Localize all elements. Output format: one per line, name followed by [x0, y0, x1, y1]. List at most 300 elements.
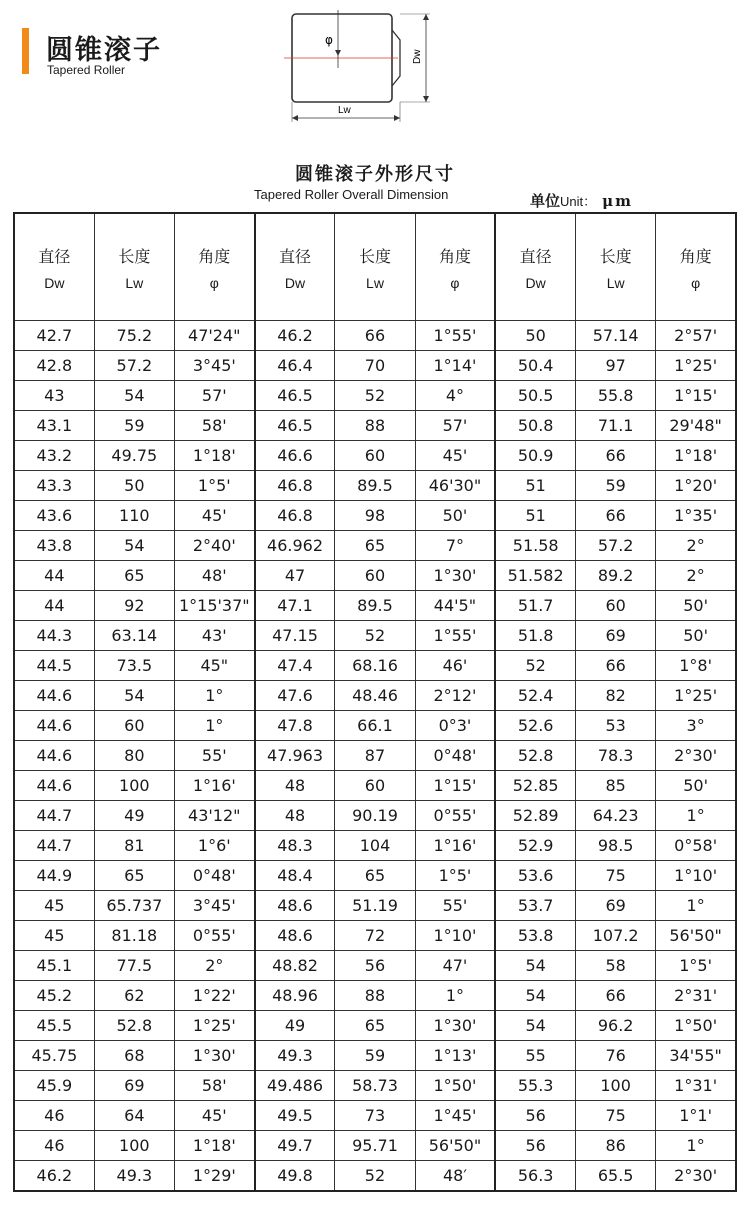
table-row	[14, 891, 736, 921]
table-cell: 47'	[415, 951, 495, 981]
col-header-cn: 直径	[38, 246, 71, 266]
table-cell: 107.2	[576, 921, 656, 951]
table-row	[14, 921, 736, 951]
lw-label: Lw	[338, 105, 351, 116]
table-cell: 45'	[174, 1101, 254, 1131]
table-cell: 1°6'	[174, 831, 254, 861]
phi-label: φ	[325, 33, 333, 47]
table-cell: 1°13'	[415, 1041, 495, 1071]
table-cell: 45'	[415, 441, 495, 471]
table-cell: 1°18'	[174, 441, 254, 471]
col-header-cn: 角度	[679, 246, 712, 266]
table-cell: 45.75	[14, 1041, 94, 1071]
table-cell: 100	[576, 1071, 656, 1101]
table-cell: 43.2	[14, 441, 94, 471]
table-cell: 4°	[415, 381, 495, 411]
table-cell: 56'50"	[415, 1131, 495, 1161]
table-cell: 66	[576, 501, 656, 531]
table-cell: 75.2	[94, 321, 174, 351]
table-cell: 49.3	[255, 1041, 335, 1071]
table-cell: 98.5	[576, 831, 656, 861]
table-cell: 1°30'	[415, 561, 495, 591]
table-cell: 76	[576, 1041, 656, 1071]
table-cell: 44.9	[14, 861, 94, 891]
table-cell: 56.3	[495, 1161, 575, 1192]
table-cell: 1°5'	[656, 951, 736, 981]
table-row	[14, 501, 736, 531]
table-cell: 3°45'	[174, 891, 254, 921]
table-cell: 52.89	[495, 801, 575, 831]
table-cell: 50'	[415, 501, 495, 531]
table-cell: 52.6	[495, 711, 575, 741]
table-cell: 44'5"	[415, 591, 495, 621]
table-cell: 60	[335, 771, 415, 801]
table-cell: 80	[94, 741, 174, 771]
table-cell: 7°	[415, 531, 495, 561]
table-cell: 63.14	[94, 621, 174, 651]
table-cell: 88	[335, 981, 415, 1011]
table-cell: 96.2	[576, 1011, 656, 1041]
table-cell: 1°50'	[415, 1071, 495, 1101]
table-cell: 51	[495, 501, 575, 531]
table-cell: 1°15'37"	[174, 591, 254, 621]
table-cell: 0°48'	[415, 741, 495, 771]
col-header-symbol: Dw	[525, 274, 546, 291]
table-cell: 60	[335, 561, 415, 591]
table-cell: 1°5'	[415, 861, 495, 891]
table-cell: 45.5	[14, 1011, 94, 1041]
table-cell: 90.19	[335, 801, 415, 831]
unit-label	[530, 190, 633, 211]
table-cell: 52	[335, 621, 415, 651]
table-cell: 46.2	[14, 1161, 94, 1192]
table-cell: 87	[335, 741, 415, 771]
table-row	[14, 381, 736, 411]
table-row	[14, 591, 736, 621]
table-cell: 58.73	[335, 1071, 415, 1101]
table-cell: 52	[335, 1161, 415, 1192]
table-cell: 52	[495, 651, 575, 681]
dw-label: Dw	[412, 49, 423, 64]
table-cell: 47.1	[255, 591, 335, 621]
table-cell: 45.9	[14, 1071, 94, 1101]
table-cell: 1°18'	[656, 441, 736, 471]
table-cell: 1°18'	[174, 1131, 254, 1161]
table-cell: 54	[94, 681, 174, 711]
table-cell: 49.486	[255, 1071, 335, 1101]
table-cell: 73	[335, 1101, 415, 1131]
table-cell: 50.5	[495, 381, 575, 411]
table-cell: 56	[335, 951, 415, 981]
table-cell: 86	[576, 1131, 656, 1161]
table-cell: 46.962	[255, 531, 335, 561]
table-row	[14, 771, 736, 801]
table-row	[14, 411, 736, 441]
table-row	[14, 1131, 736, 1161]
table-cell: 2°57'	[656, 321, 736, 351]
table-cell: 3°45'	[174, 351, 254, 381]
table-cell: 29'48"	[656, 411, 736, 441]
col-header	[255, 213, 335, 321]
table-cell: 1°16'	[174, 771, 254, 801]
table-cell: 0°55'	[415, 801, 495, 831]
table-cell: 66	[576, 441, 656, 471]
table-cell: 47.8	[255, 711, 335, 741]
brand-title-en: Tapered Roller	[47, 63, 126, 77]
table-cell: 48.82	[255, 951, 335, 981]
table-cell: 52	[335, 381, 415, 411]
table-cell: 48.4	[255, 861, 335, 891]
table-cell: 3°	[656, 711, 736, 741]
col-header-symbol: Lw	[125, 274, 144, 291]
table-cell: 66.1	[335, 711, 415, 741]
table-cell: 65.737	[94, 891, 174, 921]
table-cell: 1°	[174, 711, 254, 741]
table-cell: 2°30'	[656, 741, 736, 771]
table-cell: 2°	[656, 531, 736, 561]
table-cell: 48	[255, 771, 335, 801]
table-cell: 89.5	[335, 591, 415, 621]
table-cell: 57.2	[576, 531, 656, 561]
table-cell: 1°15'	[415, 771, 495, 801]
table-cell: 46	[14, 1131, 94, 1161]
table-cell: 64	[94, 1101, 174, 1131]
table-row	[14, 351, 736, 381]
table-cell: 43	[14, 381, 94, 411]
table-cell: 57.2	[94, 351, 174, 381]
table-cell: 65	[335, 531, 415, 561]
table-row	[14, 471, 736, 501]
table-cell: 50'	[656, 771, 736, 801]
table-cell: 45	[14, 921, 94, 951]
col-header-cn: 长度	[358, 246, 391, 266]
table-cell: 1°5'	[174, 471, 254, 501]
table-cell: 44.6	[14, 741, 94, 771]
table-cell: 100	[94, 771, 174, 801]
table-cell: 57'	[174, 381, 254, 411]
table-cell: 51.7	[495, 591, 575, 621]
table-title-en: Tapered Roller Overall Dimension	[254, 187, 449, 202]
table-cell: 50.8	[495, 411, 575, 441]
table-cell: 56'50"	[656, 921, 736, 951]
table-cell: 65	[94, 861, 174, 891]
col-header-symbol: φ	[691, 274, 701, 291]
table-cell: 49.5	[255, 1101, 335, 1131]
table-cell: 1°1'	[656, 1101, 736, 1131]
table-cell: 54	[495, 951, 575, 981]
table-cell: 100	[94, 1131, 174, 1161]
table-title-cn: 圆锥滚子外形尺寸	[295, 164, 455, 185]
table-cell: 69	[576, 621, 656, 651]
table-cell: 1°	[174, 681, 254, 711]
table-row	[14, 531, 736, 561]
table-cell: 1°29'	[174, 1161, 254, 1192]
table-cell: 44.7	[14, 801, 94, 831]
table-cell: 47.963	[255, 741, 335, 771]
col-header	[576, 213, 656, 321]
table-cell: 1°10'	[415, 921, 495, 951]
table-header-row	[14, 213, 736, 321]
roller-diagram	[270, 0, 470, 130]
table-cell: 46'	[415, 651, 495, 681]
col-header-symbol: Lw	[366, 274, 384, 291]
table-cell: 47'24"	[174, 321, 254, 351]
table-cell: 58'	[174, 1071, 254, 1101]
table-cell: 51.8	[495, 621, 575, 651]
table-cell: 55.3	[495, 1071, 575, 1101]
table-cell: 1°25'	[656, 351, 736, 381]
table-cell: 46.2	[255, 321, 335, 351]
table-row	[14, 1041, 736, 1071]
table-cell: 42.7	[14, 321, 94, 351]
col-header	[94, 213, 174, 321]
table-cell: 1°50'	[656, 1011, 736, 1041]
table-row	[14, 741, 736, 771]
table-cell: 45.2	[14, 981, 94, 1011]
table-cell: 47.6	[255, 681, 335, 711]
table-cell: 66	[576, 981, 656, 1011]
table-cell: 43.8	[14, 531, 94, 561]
table-cell: 44.3	[14, 621, 94, 651]
table-cell: 89.5	[335, 471, 415, 501]
table-cell: 43.3	[14, 471, 94, 501]
table-cell: 48.3	[255, 831, 335, 861]
table-cell: 2°31'	[656, 981, 736, 1011]
table-row	[14, 981, 736, 1011]
table-cell: 66	[576, 651, 656, 681]
table-row	[14, 1101, 736, 1131]
table-cell: 51.58	[495, 531, 575, 561]
table-cell: 73.5	[94, 651, 174, 681]
table-cell: 1°	[656, 891, 736, 921]
table-cell: 89.2	[576, 561, 656, 591]
table-cell: 0°55'	[174, 921, 254, 951]
table-cell: 75	[576, 861, 656, 891]
table-cell: 45"	[174, 651, 254, 681]
table-cell: 78.3	[576, 741, 656, 771]
table-row	[14, 651, 736, 681]
table-cell: 1°22'	[174, 981, 254, 1011]
table-cell: 51.19	[335, 891, 415, 921]
table-cell: 56	[495, 1131, 575, 1161]
table-row	[14, 561, 736, 591]
col-header-symbol: Lw	[606, 274, 625, 291]
table-row	[14, 1161, 736, 1192]
brand-title-cn: 圆锥滚子	[46, 35, 162, 66]
table-cell: 50'	[656, 591, 736, 621]
table-row	[14, 861, 736, 891]
table-row	[14, 831, 736, 861]
table-cell: 64.23	[576, 801, 656, 831]
table-cell: 60	[335, 441, 415, 471]
table-cell: 52.8	[94, 1011, 174, 1041]
table-cell: 45.1	[14, 951, 94, 981]
table-cell: 60	[576, 591, 656, 621]
table-cell: 1°30'	[415, 1011, 495, 1041]
table-cell: 43.1	[14, 411, 94, 441]
col-header	[495, 213, 575, 321]
table-cell: 82	[576, 681, 656, 711]
table-cell: 45	[14, 891, 94, 921]
table-cell: 34'55"	[656, 1041, 736, 1071]
table-cell: 55'	[415, 891, 495, 921]
table-cell: 81	[94, 831, 174, 861]
table-row	[14, 1071, 736, 1101]
table-cell: 50.4	[495, 351, 575, 381]
col-header-symbol: φ	[450, 274, 460, 291]
table-row	[14, 681, 736, 711]
table-cell: 52.4	[495, 681, 575, 711]
col-header-cn: 直径	[279, 246, 312, 266]
table-cell: 52.85	[495, 771, 575, 801]
col-header-symbol: Dw	[44, 274, 65, 291]
table-cell: 54	[495, 1011, 575, 1041]
col-header-cn: 角度	[198, 246, 231, 266]
table-cell: 44.7	[14, 831, 94, 861]
table-cell: 2°	[174, 951, 254, 981]
table-cell: 69	[576, 891, 656, 921]
table-cell: 51	[495, 471, 575, 501]
table-cell: 49.8	[255, 1161, 335, 1192]
table-row	[14, 801, 736, 831]
table-cell: 45'	[174, 501, 254, 531]
table-cell: 49	[94, 801, 174, 831]
table-cell: 1°16'	[415, 831, 495, 861]
table-cell: 43.6	[14, 501, 94, 531]
unit-value: μm	[602, 192, 633, 210]
dimension-table	[13, 212, 737, 1192]
table-cell: 69	[94, 1071, 174, 1101]
col-header-cn: 长度	[118, 246, 151, 266]
table-cell: 2°12'	[415, 681, 495, 711]
table-cell: 1°31'	[656, 1071, 736, 1101]
col-header-symbol: φ	[209, 274, 219, 291]
table-cell: 1°20'	[656, 471, 736, 501]
table-cell: 48.96	[255, 981, 335, 1011]
table-cell: 52.9	[495, 831, 575, 861]
table-cell: 1°8'	[656, 651, 736, 681]
table-cell: 68	[94, 1041, 174, 1071]
table-cell: 1°55'	[415, 621, 495, 651]
table-cell: 59	[335, 1041, 415, 1071]
col-header	[415, 213, 495, 321]
table-row	[14, 321, 736, 351]
table-cell: 1°30'	[174, 1041, 254, 1071]
table-cell: 62	[94, 981, 174, 1011]
table-cell: 1°55'	[415, 321, 495, 351]
table-cell: 49.75	[94, 441, 174, 471]
table-cell: 46.4	[255, 351, 335, 381]
table-cell: 53.8	[495, 921, 575, 951]
table-cell: 53	[576, 711, 656, 741]
unit-label-en: Unit：	[560, 194, 597, 209]
table-cell: 50.9	[495, 441, 575, 471]
table-cell: 48.46	[335, 681, 415, 711]
table-cell: 50	[495, 321, 575, 351]
table-cell: 56	[495, 1101, 575, 1131]
table-cell: 47	[255, 561, 335, 591]
table-cell: 44	[14, 561, 94, 591]
table-cell: 2°30'	[656, 1161, 736, 1192]
table-cell: 98	[335, 501, 415, 531]
table-cell: 55'	[174, 741, 254, 771]
col-header-symbol: Dw	[284, 274, 306, 291]
col-header-cn: 角度	[438, 246, 471, 266]
table-cell: 44	[14, 591, 94, 621]
table-cell: 53.6	[495, 861, 575, 891]
table-cell: 49.3	[94, 1161, 174, 1192]
table-cell: 104	[335, 831, 415, 861]
table-cell: 51.582	[495, 561, 575, 591]
table-cell: 0°58'	[656, 831, 736, 861]
table-cell: 85	[576, 771, 656, 801]
table-cell: 57.14	[576, 321, 656, 351]
table-cell: 97	[576, 351, 656, 381]
table-cell: 52.8	[495, 741, 575, 771]
phi-arrow-icon	[335, 50, 341, 56]
table-cell: 2°	[656, 561, 736, 591]
table-row	[14, 621, 736, 651]
table-cell: 1°14'	[415, 351, 495, 381]
table-cell: 54	[495, 981, 575, 1011]
table-cell: 46.5	[255, 381, 335, 411]
table-cell: 53.7	[495, 891, 575, 921]
table-cell: 2°40'	[174, 531, 254, 561]
table-cell: 58	[576, 951, 656, 981]
col-header	[335, 213, 415, 321]
table-cell: 0°48'	[174, 861, 254, 891]
table-cell: 46'30"	[415, 471, 495, 501]
table-cell: 59	[576, 471, 656, 501]
table-cell: 70	[335, 351, 415, 381]
table-row	[14, 951, 736, 981]
table-cell: 1°	[656, 801, 736, 831]
table-row	[14, 1011, 736, 1041]
table-cell: 46.5	[255, 411, 335, 441]
table-cell: 65	[335, 1011, 415, 1041]
table-cell: 1°15'	[656, 381, 736, 411]
table-cell: 55	[495, 1041, 575, 1071]
table-cell: 44.6	[14, 711, 94, 741]
table-cell: 48.6	[255, 921, 335, 951]
table-cell: 48'	[174, 561, 254, 591]
table-cell: 49	[255, 1011, 335, 1041]
table-cell: 71.1	[576, 411, 656, 441]
table-cell: 50	[94, 471, 174, 501]
table-cell: 46.8	[255, 471, 335, 501]
table-cell: 58'	[174, 411, 254, 441]
table-cell: 54	[94, 531, 174, 561]
table-cell: 110	[94, 501, 174, 531]
brand-accent-bar	[22, 28, 29, 74]
table-cell: 1°35'	[656, 501, 736, 531]
table-row	[14, 711, 736, 741]
table-cell: 47.15	[255, 621, 335, 651]
col-header	[174, 213, 254, 321]
col-header	[656, 213, 736, 321]
table-cell: 43'12"	[174, 801, 254, 831]
table-cell: 59	[94, 411, 174, 441]
table-cell: 46.6	[255, 441, 335, 471]
table-cell: 44.6	[14, 771, 94, 801]
col-header-cn: 长度	[599, 246, 632, 266]
table-cell: 55.8	[576, 381, 656, 411]
table-cell: 43'	[174, 621, 254, 651]
table-cell: 1°10'	[656, 861, 736, 891]
table-cell: 1°25'	[174, 1011, 254, 1041]
table-cell: 1°	[656, 1131, 736, 1161]
col-header	[14, 213, 94, 321]
